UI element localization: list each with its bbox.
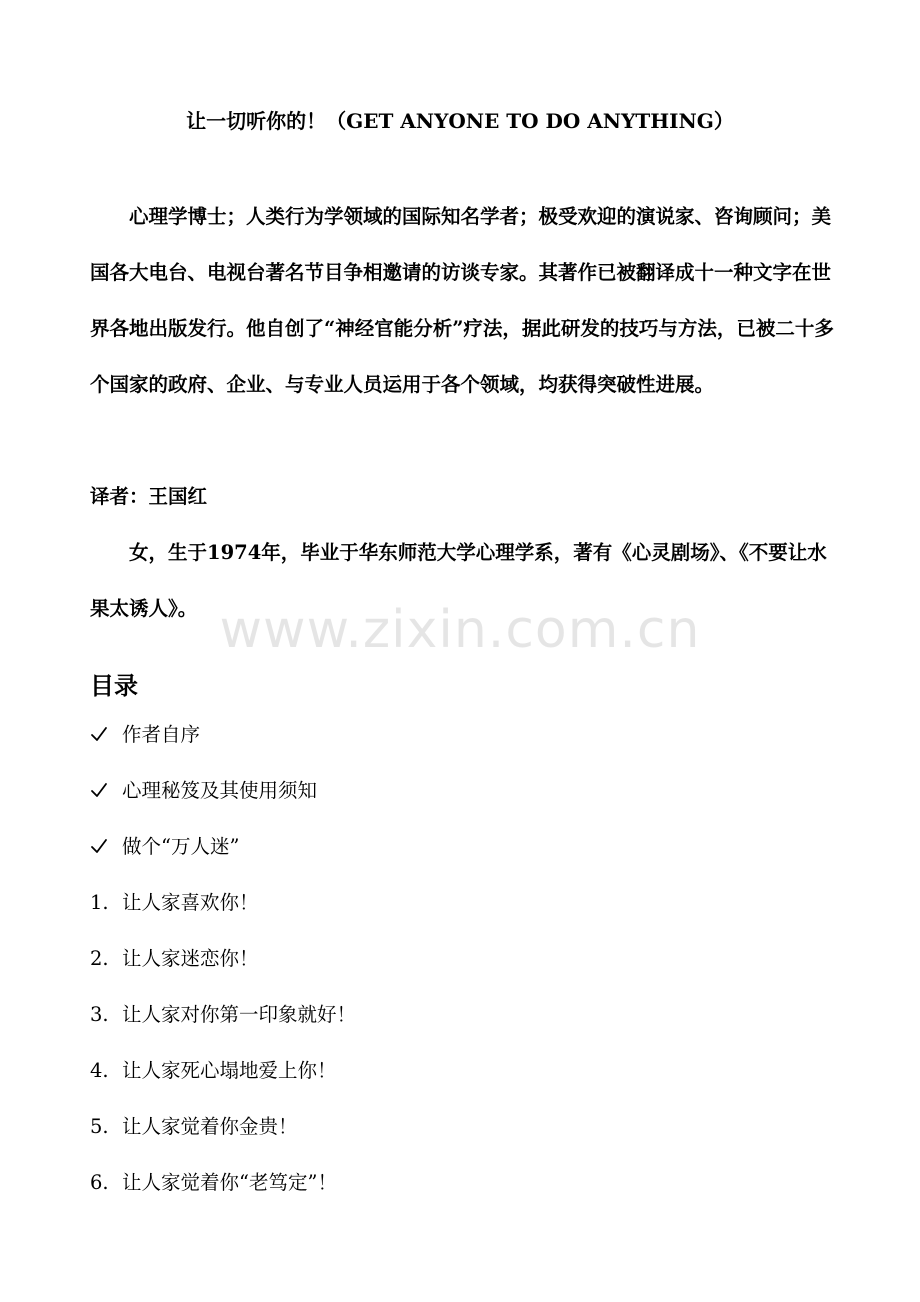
toc-item-label: 让人家觉着你金贵！ [122, 1115, 298, 1138]
toc-marker [90, 819, 122, 875]
toc-item-label: 让人家对你第一印象就好！ [122, 1003, 357, 1026]
toc-number: 4. [90, 1059, 109, 1082]
toc-item-label: 做个“万人迷” [122, 835, 240, 858]
toc-number: 2. [90, 947, 109, 970]
toc-number: 3. [90, 1003, 109, 1026]
toc-list [90, 707, 356, 1211]
document-title: 让一切听你的！（GET ANYONE TO DO ANYTHING） [186, 109, 734, 133]
toc-marker [90, 707, 122, 763]
check-icon [90, 781, 108, 799]
toc-item-label: 心理秘笈及其使用须知 [122, 779, 318, 802]
toc-number: 6. [90, 1171, 109, 1194]
toc-item[interactable] [90, 707, 356, 763]
toc-item[interactable] [90, 1099, 356, 1155]
toc-item-label: 让人家死心塌地爱上你！ [122, 1059, 337, 1082]
toc-marker [90, 763, 122, 819]
toc-number: 1. [90, 891, 109, 914]
toc-item[interactable] [90, 987, 356, 1043]
translator-label: 译者：王国红 [90, 485, 208, 508]
check-icon [90, 837, 108, 855]
check-icon [90, 725, 108, 743]
toc-item[interactable] [90, 931, 356, 987]
toc-number: 5. [90, 1115, 109, 1138]
toc-item-label: 让人家觉着你“老笃定”！ [122, 1171, 337, 1194]
toc-heading: 目录 [90, 672, 138, 700]
toc-item[interactable] [90, 1155, 356, 1211]
author-bio: 心理学博士；人类行为学领域的国际知名学者；极受欢迎的演说家、咨询顾问；美国各大电台、电视台著名节目争相邀请的访谈专家。其著作已被翻译成十一种文字在世界各地出版发行。他自创了“神经官能分析”疗法，据此研发的技巧与方法，已被二十多个国家的政府、企业、与专业人员运用于各个领域，均获得突破性进展。 [90, 205, 834, 396]
translator-bio: 女，生于1974年，毕业于华东师范大学心理学系，著有《心灵剧场》、《不要让水果太诱人》。 [90, 541, 827, 620]
toc-item-label: 作者自序 [122, 723, 201, 746]
toc-item-label: 让人家迷恋你！ [122, 947, 259, 970]
toc-item[interactable] [90, 763, 356, 819]
toc-item[interactable] [90, 875, 356, 931]
toc-item[interactable] [90, 1043, 356, 1099]
watermark: www.zixin.com.cn [219, 600, 701, 660]
toc-item-label: 让人家喜欢你！ [122, 891, 259, 914]
toc-item[interactable] [90, 819, 356, 875]
